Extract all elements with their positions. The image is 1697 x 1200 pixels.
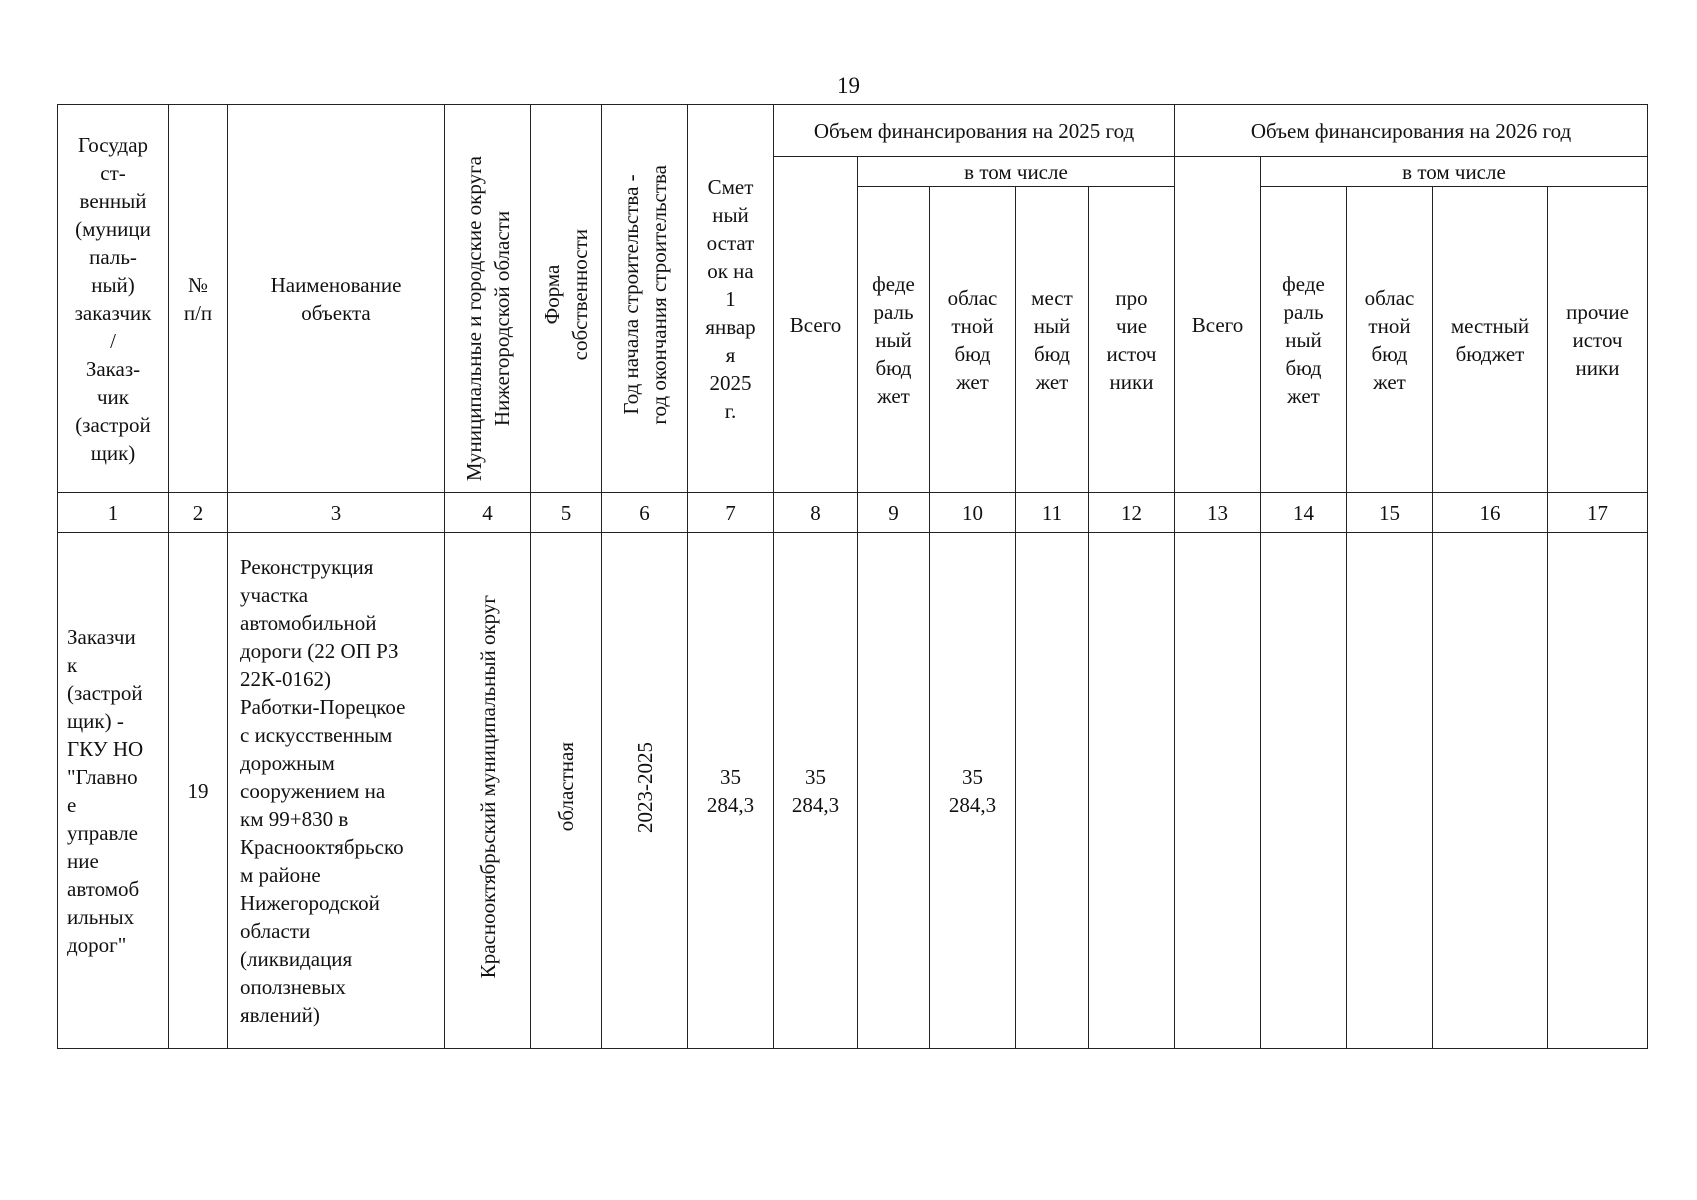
col-number: 6 [602,493,688,533]
col-number: 15 [1347,493,1433,533]
header-local-2026: местный бюджет [1433,187,1548,493]
header-fin-2026: Объем финансирования на 2026 год [1175,105,1648,157]
col-number: 4 [445,493,531,533]
header-fin-2025: Объем финансирования на 2025 год [774,105,1175,157]
row-total-2026 [1175,533,1261,1049]
row-years: 2023-2025 [602,533,688,1049]
col-number: 11 [1016,493,1089,533]
col-number: 13 [1175,493,1261,533]
row-remaining: 35 284,3 [688,533,774,1049]
col-number: 8 [774,493,858,533]
col-number: 7 [688,493,774,533]
row-other-2025 [1089,533,1175,1049]
header-total-2026: Всего [1175,157,1261,493]
row-ownership: областная [531,533,602,1049]
header-years: Год начала строительства - год окончания строительства [602,105,688,493]
table-row [58,533,1648,1049]
column-number-row [58,493,1648,533]
row-other-2026 [1548,533,1648,1049]
header-remaining: Смет ный остат ок на 1 январ я 2025 г. [688,105,774,493]
row-regional-2025: 35 284,3 [930,533,1016,1049]
header-incl-2025: в том числе [858,157,1175,187]
row-object-name: Реконструкция участка автомобильной дороги (22 ОП РЗ 22К-0162) Работки-Порецкое с искусственным дорожным сооружением на км 99+830 в Краснооктябрьско м районе Нижегородской области (ликвидация оползневых явлений) [228,533,445,1049]
header-object-name: Наименование объекта [228,105,445,493]
col-number: 5 [531,493,602,533]
col-number: 10 [930,493,1016,533]
col-number: 1 [58,493,169,533]
header-other-2026: прочие источ ники [1548,187,1648,493]
header-number: № п/п [169,105,228,493]
col-number: 16 [1433,493,1548,533]
row-local-2025 [1016,533,1089,1049]
financing-table [57,104,1648,1049]
col-number: 3 [228,493,445,533]
row-local-2026 [1433,533,1548,1049]
col-number: 17 [1548,493,1648,533]
header-regional-2025: облас тной бюд жет [930,187,1016,493]
header-incl-2026: в том числе [1261,157,1648,187]
header-total-2025: Всего [774,157,858,493]
row-federal-2026 [1261,533,1347,1049]
row-regional-2026 [1347,533,1433,1049]
col-number: 2 [169,493,228,533]
header-federal-2026: феде раль ный бюд жет [1261,187,1347,493]
header-customer: Государ ст- венный (муници паль- ный) заказчик / Заказ- чик (застрой щик) [58,105,169,493]
row-municipality: Краснооктябрьский муниципальный округ [445,533,531,1049]
col-number: 12 [1089,493,1175,533]
header-row-1 [58,105,1648,157]
row-number: 19 [169,533,228,1049]
header-ownership: Форма собственности [531,105,602,493]
row-federal-2025 [858,533,930,1049]
header-other-2025: про чие источ ники [1089,187,1175,493]
col-number: 14 [1261,493,1347,533]
header-local-2025: мест ный бюд жет [1016,187,1089,493]
header-regional-2026: облас тной бюд жет [1347,187,1433,493]
header-municipality: Муниципальные и городские округа Нижегородской области [445,105,531,493]
page-number: 19 [837,73,860,98]
row-total-2025: 35 284,3 [774,533,858,1049]
header-federal-2025: феде раль ный бюд жет [858,187,930,493]
col-number: 9 [858,493,930,533]
row-customer: Заказчи к (застрой щик) - ГКУ НО "Главно е управле ние автомоб ильных дорог" [58,533,169,1049]
